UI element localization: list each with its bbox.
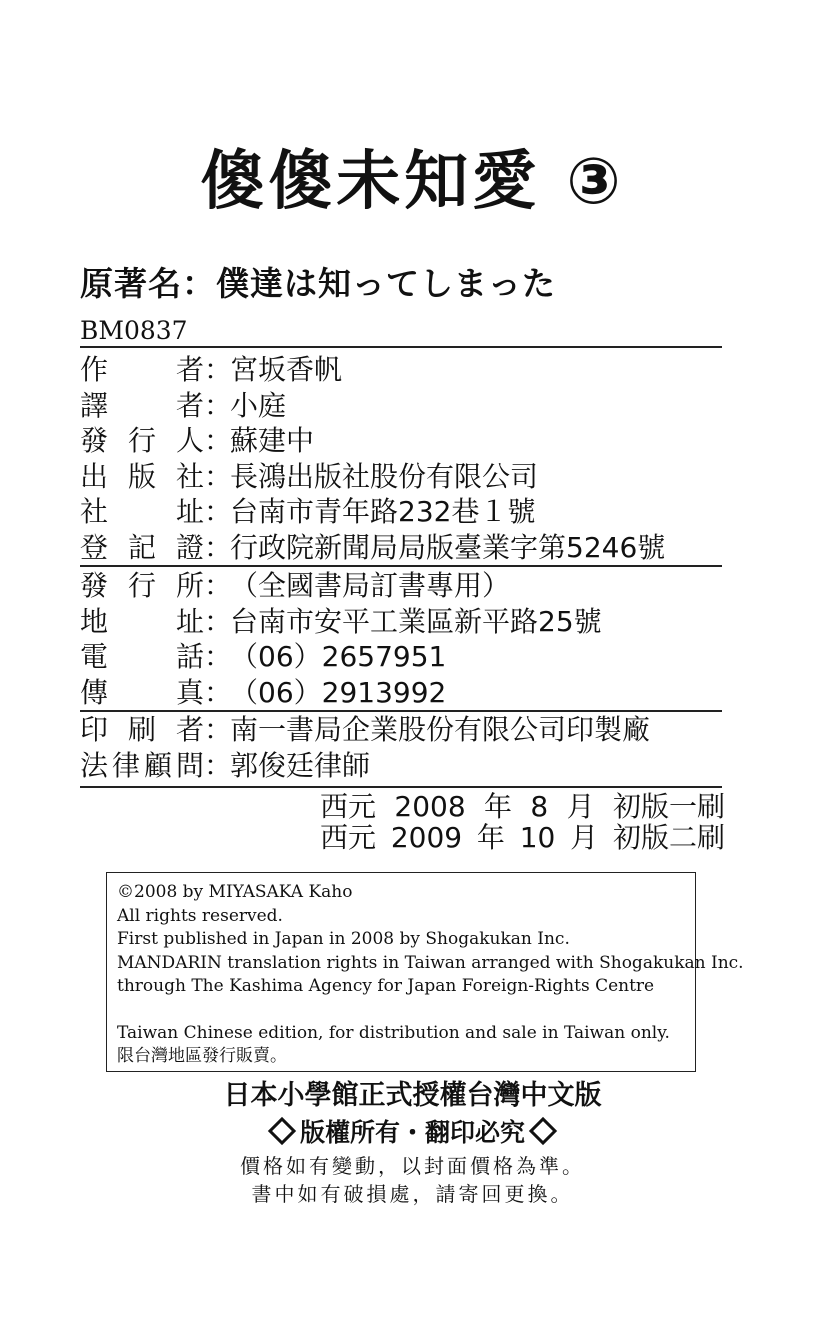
info-colon: ： — [204, 530, 233, 564]
rights-line: First published in Japan in 2008 by Shogakukan Inc. — [117, 929, 570, 949]
edition-month-unit: 月 — [570, 821, 599, 854]
info-row — [80, 675, 446, 710]
info-value: 郭俊廷律師 — [230, 749, 371, 782]
authorization-statement: 日本小學館正式授權台灣中文版 — [223, 1080, 602, 1111]
copyright-notice-line — [80, 1116, 745, 1150]
rights-line: ©2008 by MIYASAKA Kaho — [117, 882, 353, 902]
info-row — [80, 712, 650, 747]
info-value: 台南市青年路232巷１號 — [230, 495, 536, 528]
info-row — [80, 459, 538, 494]
price-note: 價格如有變動，以封面價格為準。 — [240, 1154, 585, 1178]
info-label: 出 版 社 — [80, 459, 204, 493]
info-row — [80, 423, 314, 458]
info-value: 小庭 — [230, 388, 287, 422]
info-label: 作 者 — [80, 353, 204, 386]
info-colon: ： — [204, 495, 233, 528]
rights-box — [106, 872, 744, 1072]
info-colon: ： — [204, 424, 233, 457]
edition-row — [320, 790, 725, 824]
info-row — [80, 748, 370, 783]
info-row — [80, 494, 535, 529]
edition-era: 西元 — [320, 790, 377, 823]
edition-edition: 初版二刷 — [612, 821, 725, 854]
divider — [80, 346, 722, 348]
info-row — [80, 639, 446, 674]
info-label: 地 址 — [80, 604, 204, 638]
edition-era: 西元 — [320, 821, 377, 854]
info-value: 宮坂香帆 — [230, 353, 343, 386]
copyright-notice: 版權所有・翻印必究 — [299, 1118, 525, 1147]
edition-month: 10 — [519, 821, 556, 854]
book-title: 傻傻未知愛 ③ — [200, 145, 625, 219]
diamond-icon — [268, 1117, 296, 1145]
info-value: 南一書局企業股份有限公司印製廠 — [230, 713, 651, 746]
info-label: 發 行 所 — [80, 569, 204, 602]
info-value: 台南市安平工業區新平路25號 — [230, 604, 602, 638]
info-colon: ： — [204, 675, 233, 709]
info-colon: ： — [204, 388, 233, 422]
info-value: 蘇建中 — [230, 424, 315, 457]
rights-line: 限台灣地區發行販賣。 — [117, 1046, 287, 1066]
book-code: BM0837 — [80, 316, 188, 345]
info-colon: ： — [204, 749, 233, 782]
damage-note: 書中如有破損處，請寄回更換。 — [251, 1182, 574, 1206]
info-colon: ： — [204, 640, 233, 673]
edition-year-unit: 年 — [484, 790, 513, 823]
info-colon: ： — [204, 569, 233, 602]
info-value: （06）2913992 — [230, 675, 447, 709]
info-colon: ： — [204, 604, 233, 638]
info-label: 登 記 證 — [80, 530, 204, 564]
original-title: 原著名：僕達は知ってしまった — [80, 264, 556, 303]
info-label: 電 話 — [80, 640, 204, 673]
info-value: （全國書局訂書專用） — [230, 569, 511, 602]
rights-line: All rights reserved. — [117, 905, 283, 926]
edition-month: 8 — [530, 790, 549, 823]
edition-year-unit: 年 — [476, 821, 505, 854]
info-row — [80, 568, 510, 603]
info-label: 譯 者 — [80, 388, 204, 422]
info-value: 長鴻出版社股份有限公司 — [230, 459, 539, 493]
edition-month-unit: 月 — [566, 790, 595, 823]
divider — [80, 565, 722, 567]
edition-edition: 初版一刷 — [612, 790, 725, 823]
info-row — [80, 352, 342, 387]
info-label: 印 刷 者 — [80, 713, 204, 746]
info-label: 發 行 人 — [80, 424, 204, 457]
info-value: 行政院新聞局局版臺業字第5246號 — [230, 530, 666, 564]
edition-year: 2008 — [394, 790, 466, 823]
info-label: 法 律 顧 問 — [80, 749, 204, 782]
info-colon: ： — [204, 459, 233, 493]
rights-line: through The Kashima Agency for Japan Foreign-Rights Centre — [117, 976, 655, 996]
info-row — [80, 388, 286, 423]
diamond-icon — [529, 1117, 557, 1145]
info-colon: ： — [204, 353, 233, 386]
info-colon: ： — [204, 713, 233, 746]
rights-line: MANDARIN translation rights in Taiwan arranged with Shogakukan Inc. — [117, 952, 744, 973]
edition-year: 2009 — [390, 821, 463, 854]
info-row — [80, 530, 665, 565]
info-row — [80, 604, 602, 639]
divider — [80, 786, 722, 788]
info-label: 社 址 — [80, 495, 204, 528]
info-value: （06）2657951 — [230, 640, 447, 673]
rights-line: Taiwan Chinese edition, for distribution and sale in Taiwan only. — [117, 1022, 670, 1043]
info-label: 傳 真 — [80, 675, 204, 709]
edition-row — [320, 821, 725, 855]
